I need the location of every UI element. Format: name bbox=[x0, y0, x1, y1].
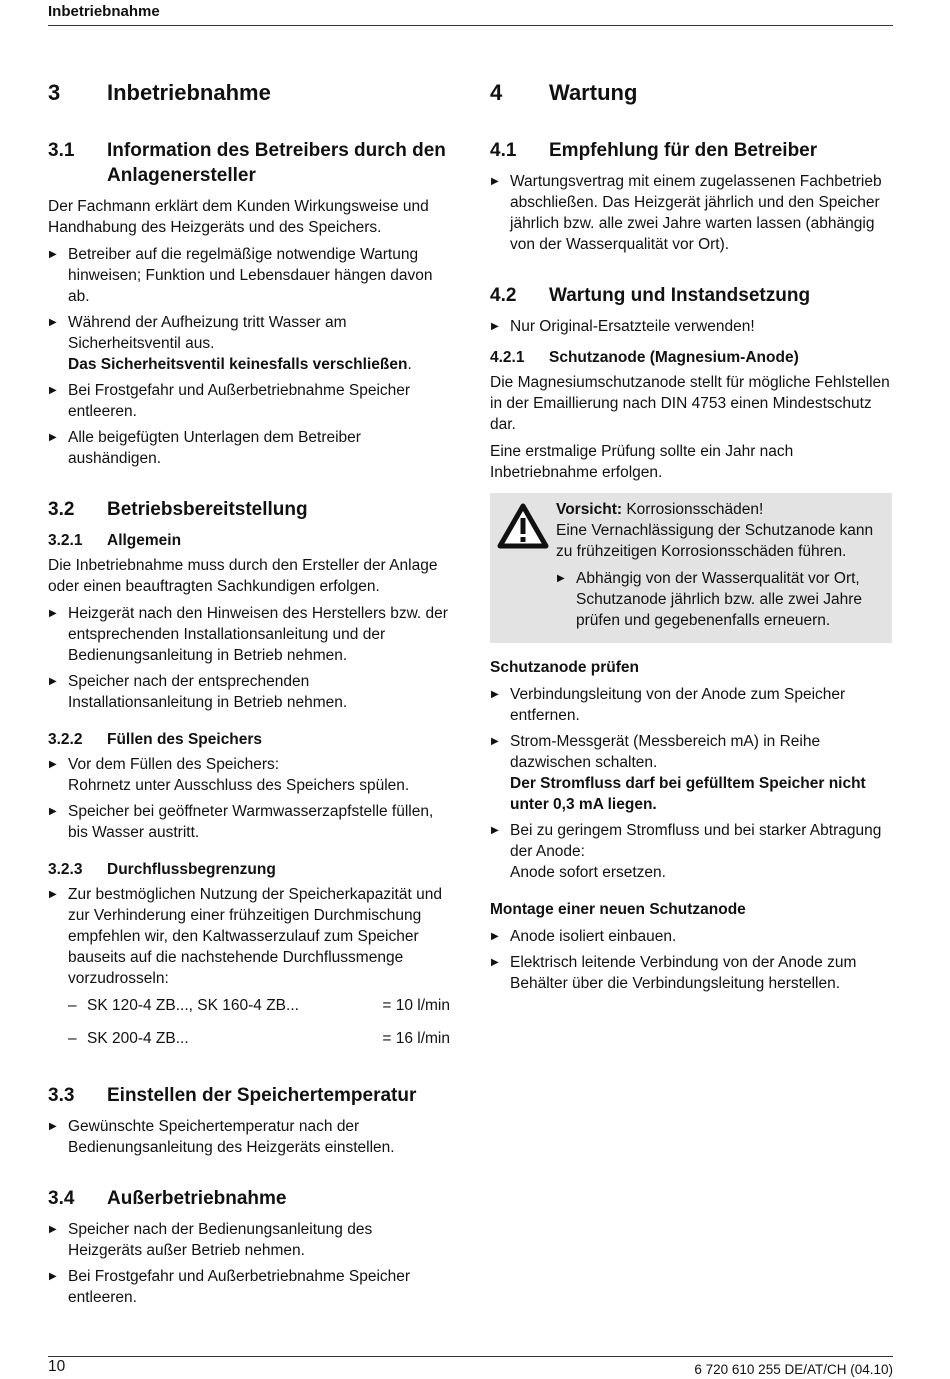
arrow-bullet-icon: ▶ bbox=[49, 432, 57, 443]
model-label: SK 120-4 ZB..., SK 160-4 ZB... bbox=[87, 997, 299, 1014]
section-title: Empfehlung für den Betreiber bbox=[549, 140, 818, 161]
subheading-mount-anode: Montage einer neuen Schutzanode bbox=[490, 901, 746, 918]
section-number: 3.2.2 bbox=[48, 731, 83, 748]
list-item: ▶ Verbindungsleitung von der Anode zum Speicher entfernen. bbox=[491, 686, 846, 724]
footer-rule bbox=[48, 1356, 893, 1357]
list-item: ▶ Strom-Messgerät (Messbereich mA) in Reihe dazwischen schalten. Der Stromfluss darf bei gefülltem Speicher nicht unter 0,3 mA liegen. bbox=[491, 733, 866, 813]
paragraph: Die Magnesiumschutzanode stellt für mögliche Fehlstellen in der Emaillierung nach DIN 4753 einen Mindestschutz dar. bbox=[490, 374, 890, 433]
warning-body: Vorsicht: Korrosionsschäden! Eine Vernachlässigung der Schutzanode kann zu frühzeitigen Korrosionsschäden führen. ▶ Abhängig von der Wasserqualität vor Ort, Schutzanode jährlich bzw. alle zwei Jahre prüfen und gegebenenfalls erneuern. bbox=[556, 499, 884, 637]
heading-section-3-2-1 bbox=[48, 530, 450, 551]
bullet-list bbox=[48, 754, 450, 843]
arrow-bullet-icon: ▶ bbox=[49, 759, 57, 770]
page-header: Inbetriebnahme bbox=[48, 3, 160, 20]
flow-value: = 10 l/min bbox=[382, 997, 450, 1014]
bullet-list bbox=[48, 603, 450, 713]
section-title: Durchflussbegrenzung bbox=[107, 861, 276, 878]
warning-label: Vorsicht: bbox=[556, 501, 623, 518]
warning-text: Eine Vernachlässigung der Schutzanode kann zu frühzeitigen Korrosionsschäden führen. bbox=[556, 522, 874, 560]
section-title: Einstellen der Speichertemperatur bbox=[107, 1085, 417, 1106]
section-number: 3.3 bbox=[48, 1085, 75, 1106]
bullet-list bbox=[48, 1116, 450, 1158]
list-item: ▶ Während der Aufheizung tritt Wasser am Sicherheitsventil aus. Das Sicherheitsventil keinesfalls verschließen. bbox=[49, 314, 412, 373]
list-item: ▶ Betreiber auf die regelmäßige notwendige Wartung hinweisen; Funktion und Lebensdauer hängen davon ab. bbox=[49, 246, 433, 305]
list-item: ▶ Speicher nach der entsprechenden Installationsanleitung in Betrieb nehmen. bbox=[49, 673, 348, 711]
model-label: SK 200-4 ZB... bbox=[87, 1030, 189, 1047]
emphasis-text: Das Sicherheitsventil keinesfalls verschließen bbox=[68, 356, 408, 373]
list-item: ▶ Alle beigefügten Unterlagen dem Betreiber aushändigen. bbox=[49, 429, 361, 467]
arrow-bullet-icon: ▶ bbox=[49, 889, 57, 900]
section-number: 3.2.3 bbox=[48, 861, 83, 878]
arrow-bullet-icon: ▶ bbox=[49, 1121, 57, 1132]
list-item: ▶ Nur Original-Ersatzteile verwenden! bbox=[491, 318, 755, 335]
list-item: ▶ Gewünschte Speichertemperatur nach der Bedienungsanleitung des Heizgeräts einstellen. bbox=[49, 1118, 395, 1156]
bullet-list bbox=[48, 884, 450, 989]
arrow-bullet-icon: ▶ bbox=[557, 573, 565, 584]
heading-section-3-2 bbox=[48, 497, 450, 522]
left-column bbox=[48, 76, 450, 1314]
heading-section-3-1 bbox=[48, 138, 450, 188]
arrow-bullet-icon: ▶ bbox=[491, 957, 499, 968]
section-title: Wartung bbox=[549, 80, 638, 105]
section-number: 3.1 bbox=[48, 140, 75, 161]
list-item: ▶ Abhängig von der Wasserqualität vor Ort, Schutzanode jährlich bzw. alle zwei Jahre prüfen und gegebenenfalls erneuern. bbox=[557, 570, 863, 629]
arrow-bullet-icon: ▶ bbox=[491, 176, 499, 187]
flow-limit-row: – SK 200-4 ZB... = 16 l/min bbox=[68, 1030, 450, 1047]
section-number: 4.2.1 bbox=[490, 349, 525, 366]
arrow-bullet-icon: ▶ bbox=[491, 825, 499, 836]
heading-section-3-4 bbox=[48, 1186, 450, 1211]
arrow-bullet-icon: ▶ bbox=[491, 931, 499, 942]
arrow-bullet-icon: ▶ bbox=[49, 385, 57, 396]
bullet-list bbox=[490, 684, 892, 883]
section-title: Allgemein bbox=[107, 532, 182, 549]
heading-section-3-3 bbox=[48, 1083, 450, 1108]
arrow-bullet-icon: ▶ bbox=[49, 1271, 57, 1282]
list-item: ▶ Speicher nach der Bedienungsanleitung des Heizgeräts außer Betrieb nehmen. bbox=[49, 1221, 373, 1259]
paragraph: Eine erstmalige Prüfung sollte ein Jahr nach Inbetriebnahme erfolgen. bbox=[490, 443, 794, 481]
section-number: 3 bbox=[48, 80, 61, 105]
heading-section-4 bbox=[490, 78, 892, 108]
page-number: 10 bbox=[48, 1358, 66, 1375]
emphasis-text: Der Stromfluss darf bei gefülltem Speicher nicht unter 0,3 mA liegen. bbox=[510, 775, 866, 813]
list-item: ▶ Bei zu geringem Stromfluss und bei starker Abtragung der Anode: Anode sofort ersetzen. bbox=[491, 822, 882, 881]
heading-section-3 bbox=[48, 78, 450, 108]
section-title: Information des Betreibers durch den Anlagenersteller bbox=[107, 140, 446, 186]
arrow-bullet-icon: ▶ bbox=[49, 1224, 57, 1235]
section-number: 4.2 bbox=[490, 285, 517, 306]
list-item: ▶ Heizgerät nach den Hinweisen des Herstellers bzw. der entsprechenden Installationsanleitung und der Bedienungsanleitung in Betrieb nehmen. bbox=[49, 605, 448, 664]
bullet-list bbox=[48, 1219, 450, 1308]
list-item: ▶ Bei Frostgefahr und Außerbetriebnahme Speicher entleeren. bbox=[49, 1268, 411, 1306]
section-number: 3.2.1 bbox=[48, 532, 83, 549]
list-item: ▶ Elektrisch leitende Verbindung von der Anode zum Behälter über die Verbindungsleitung herstellen. bbox=[491, 954, 857, 992]
warning-triangle-icon bbox=[490, 499, 556, 637]
bullet-list bbox=[490, 926, 892, 994]
arrow-bullet-icon: ▶ bbox=[49, 249, 57, 260]
warning-box bbox=[490, 493, 892, 643]
paragraph: Die Inbetriebnahme muss durch den Ersteller der Anlage oder einen beauftragten Sachkundigen erfolgen. bbox=[48, 557, 438, 595]
heading-section-4-2 bbox=[490, 283, 892, 308]
section-title: Wartung und Instandsetzung bbox=[549, 285, 811, 306]
bullet-list bbox=[48, 244, 450, 469]
subheading-check-anode: Schutzanode prüfen bbox=[490, 659, 639, 676]
arrow-bullet-icon: ▶ bbox=[49, 806, 57, 817]
section-title: Schutzanode (Magnesium-Anode) bbox=[549, 349, 799, 366]
list-item: ▶ Vor dem Füllen des Speichers: Rohrnetz unter Ausschluss des Speichers spülen. bbox=[49, 756, 410, 794]
arrow-bullet-icon: ▶ bbox=[49, 608, 57, 619]
arrow-bullet-icon: ▶ bbox=[491, 736, 499, 747]
list-item: ▶ Bei Frostgefahr und Außerbetriebnahme Speicher entleeren. bbox=[49, 382, 411, 420]
section-number: 4.1 bbox=[490, 140, 517, 161]
bullet-list bbox=[556, 568, 884, 631]
section-title: Inbetriebnahme bbox=[107, 80, 271, 105]
paragraph: Der Fachmann erklärt dem Kunden Wirkungsweise und Handhabung des Heizgeräts und des Speichers. bbox=[48, 198, 429, 236]
arrow-bullet-icon: ▶ bbox=[491, 689, 499, 700]
section-title: Füllen des Speichers bbox=[107, 731, 263, 748]
right-column bbox=[490, 76, 892, 1000]
header-rule bbox=[48, 25, 893, 26]
arrow-bullet-icon: ▶ bbox=[49, 317, 57, 328]
list-item: ▶ Wartungsvertrag mit einem zugelassenen Fachbetrieb abschließen. Das Heizgerät jährlich und den Speicher jährlich bzw. alle zwei Jahre warten lassen (abhängig von der Wasserqualität vor Ort). bbox=[491, 173, 882, 253]
list-item: ▶ Speicher bei geöffneter Warmwasserzapfstelle füllen, bis Wasser austritt. bbox=[49, 803, 434, 841]
section-number: 3.4 bbox=[48, 1188, 75, 1209]
heading-section-4-2-1 bbox=[490, 347, 892, 368]
flow-limit-row: – SK 120-4 ZB..., SK 160-4 ZB... = 10 l/min bbox=[68, 997, 450, 1014]
section-title: Außerbetriebnahme bbox=[107, 1188, 287, 1209]
list-item: ▶ Zur bestmöglichen Nutzung der Speicherkapazität und zur Verhinderung einer frühzeitigen Durchmischung empfehlen wir, den Kaltwasserzulauf zum Speicher bauseits auf die nachstehende Durchflussmenge vorzudrosseln: bbox=[49, 886, 442, 987]
arrow-bullet-icon: ▶ bbox=[491, 321, 499, 332]
flow-value: = 16 l/min bbox=[382, 1030, 450, 1047]
section-number: 3.2 bbox=[48, 499, 75, 520]
section-number: 4 bbox=[490, 80, 503, 105]
heading-section-3-2-3 bbox=[48, 859, 450, 880]
bullet-list bbox=[490, 171, 892, 255]
heading-section-3-2-2 bbox=[48, 729, 450, 750]
heading-section-4-1 bbox=[490, 138, 892, 163]
bullet-list bbox=[490, 316, 892, 337]
arrow-bullet-icon: ▶ bbox=[49, 676, 57, 687]
document-number: 6 720 610 255 DE/AT/CH (04.10) bbox=[694, 1362, 893, 1377]
list-item: ▶ Anode isoliert einbauen. bbox=[491, 928, 677, 945]
section-title: Betriebsbereitstellung bbox=[107, 499, 308, 520]
